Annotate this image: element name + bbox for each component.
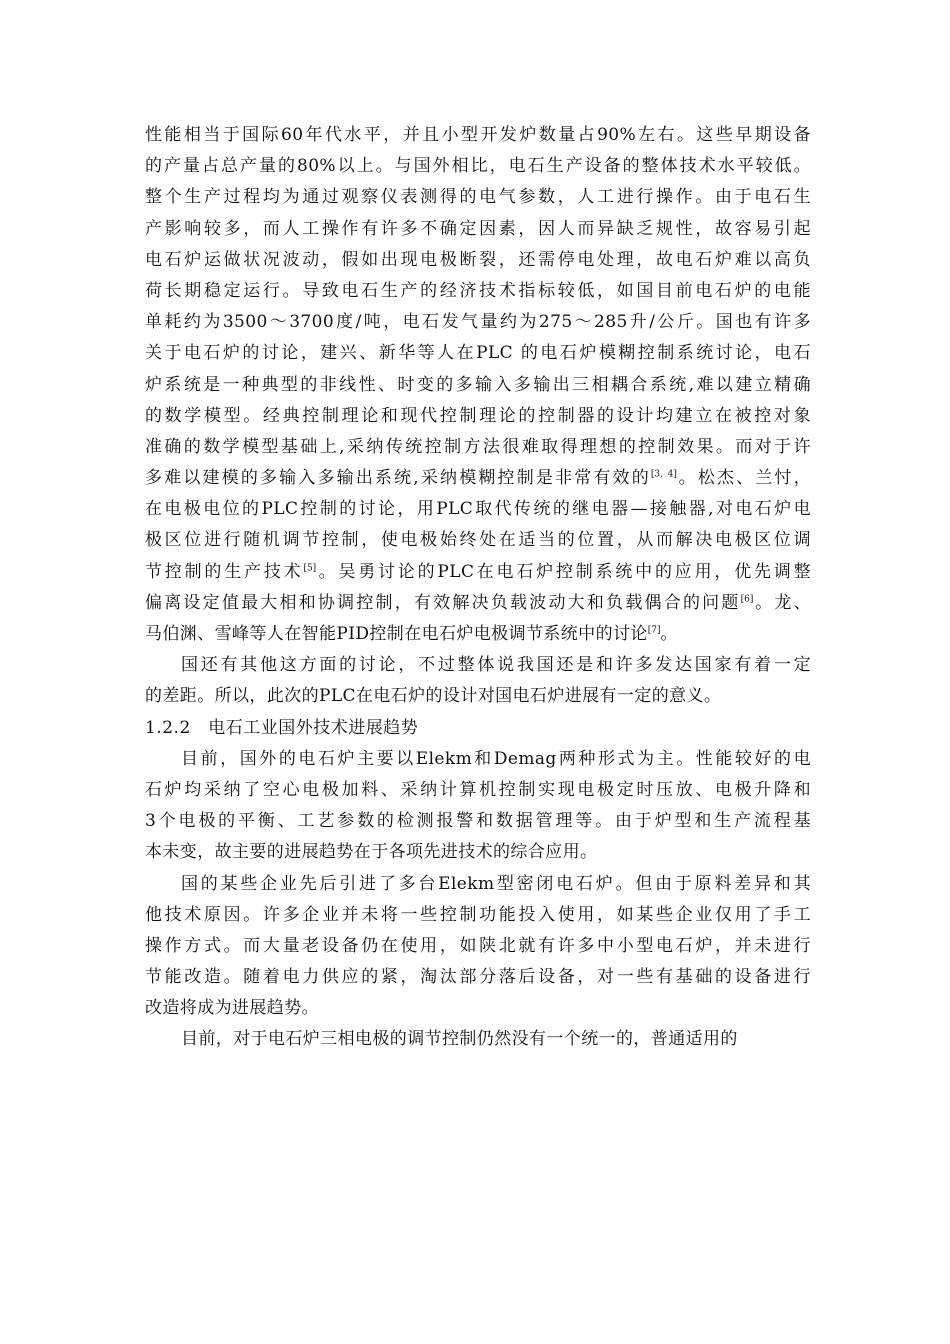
paragraph [145,1024,811,1055]
text-line: 本未变，故主要的进展趋势在于各项先进技术的综合应用。 [145,842,598,863]
text-line: 的产量占总产量的80%以上。与国外相比，电石生产设备的整体技术水平较低。 [145,156,811,177]
text-span: 。松杰、兰忖， [676,468,811,489]
citation-ref: [5] [303,562,317,573]
text-line: 3个电极的平衡、工艺参数的检测报警和数据管理等。由于炉型和生产流程基 [145,811,811,832]
paragraph [145,650,811,712]
text-line: 关于电石炉的讨论，建兴、新华等人在PLC 的电石炉模糊控制系统讨论，电石 [145,343,811,364]
text-line: 极区位进行随机调节控制，使电极始终处在适当的位置，从而解决电极区位调 [145,530,811,551]
text-span: 。龙、 [753,592,811,613]
text-line: 荷长期稳定运行。导致电石生产的经济技术指标较低，如国目前电石炉的电能 [145,280,811,301]
text-line: 目前，对于电石炉三相电极的调节控制仍然没有一个统一的，普通适用的 [181,1029,738,1050]
text-line: 炉系统是一种典型的非线性、时变的多输入多输出三相耦合系统,难以建立精确 [145,374,811,395]
text-line: 单耗约为3500～3700度/吨，电石发气量约为275～285升/公斤。国也有许多 [145,312,811,333]
text-line: 改造将成为进展趋势。 [145,998,319,1019]
paragraph [145,120,811,650]
text-line [145,619,811,650]
text-line [145,463,811,494]
text-span: 马伯渊、雪峰等人在智能PID控制在电石炉电极调节系统中的讨论 [145,624,648,644]
citation-ref: [3, 4] [650,469,677,480]
text-line: 准确的数学模型基础上,采纳传统控制方法很难取得理想的控制效果。而对于许 [145,436,811,457]
text-line: 石炉均采纳了空心电极加料、采纳计算机控制实现电极定时压放、电极升降和 [145,779,811,800]
text-line: 的差距。所以，此次的PLC在电石炉的设计对国电石炉进展有一定的意义。 [145,686,722,707]
text-line: 电石炉运做状况波动，假如出现电极断裂，还需停电处理，故电石炉难以高负 [145,249,811,270]
citation-ref: [7] [647,625,661,636]
text-line: 性能相当于国际60年代水平，并且小型开发炉数量占90%左右。这些早期设备 [145,125,811,145]
body-text [145,120,811,1056]
text-line: 目前，国外的电石炉主要以Elekm和Demag两种形式为主。性能较好的电 [181,748,811,769]
text-span: 偏离设定值最大相和协调控制，有效解决负载波动大和负载偶合的问题 [145,592,741,613]
paragraph [145,744,811,869]
text-line: 他技术原因。许多企业并未将一些控制功能投入使用，如某些企业仅用了手工 [145,904,811,925]
text-line: 在电极电位的PLC控制的讨论，用PLC取代传统的继电器—接触器,对电石炉电 [145,499,811,520]
text-span: 节控制的生产技术 [145,561,304,582]
text-line: 的数学模型。经典控制理论和现代控制理论的控制器的设计均建立在被控对象 [145,405,811,426]
text-line [145,557,811,588]
text-line: 产影响较多，而人工操作有许多不确定因素，因人而异缺乏规性，故容易引起 [145,218,811,239]
text-span: 。 [660,624,678,644]
text-line: 整个生产过程均为通过观察仪表测得的电气参数，人工进行操作。由于电石生 [145,187,811,208]
text-line [145,588,811,619]
citation-ref: [6] [740,594,754,605]
paragraph [145,869,811,1025]
text-line: 国还有其他这方面的讨论，不过整体说我国还是和许多发达国家有着一定 [181,655,811,676]
text-span: 。吴勇讨论的PLC在电石炉控制系统中的应用，优先调整 [316,561,811,582]
section-heading: 1.2.2 电石工业国外技术进展趋势 [145,717,419,738]
text-line: 国的某些企业先后引进了多台Elekm型密闭电石炉。但由于原料差异和其 [181,873,811,894]
text-line: 节能改造。随着电力供应的紧，淘汰部分落后设备，对一些有基础的设备进行 [145,967,811,988]
text-line: 操作方式。而大量老设备仍在使用，如陕北就有许多中小型电石炉，并未进行 [145,935,811,956]
text-span: 多难以建模的多输入多输出系统,采纳模糊控制是非常有效的 [145,468,651,489]
